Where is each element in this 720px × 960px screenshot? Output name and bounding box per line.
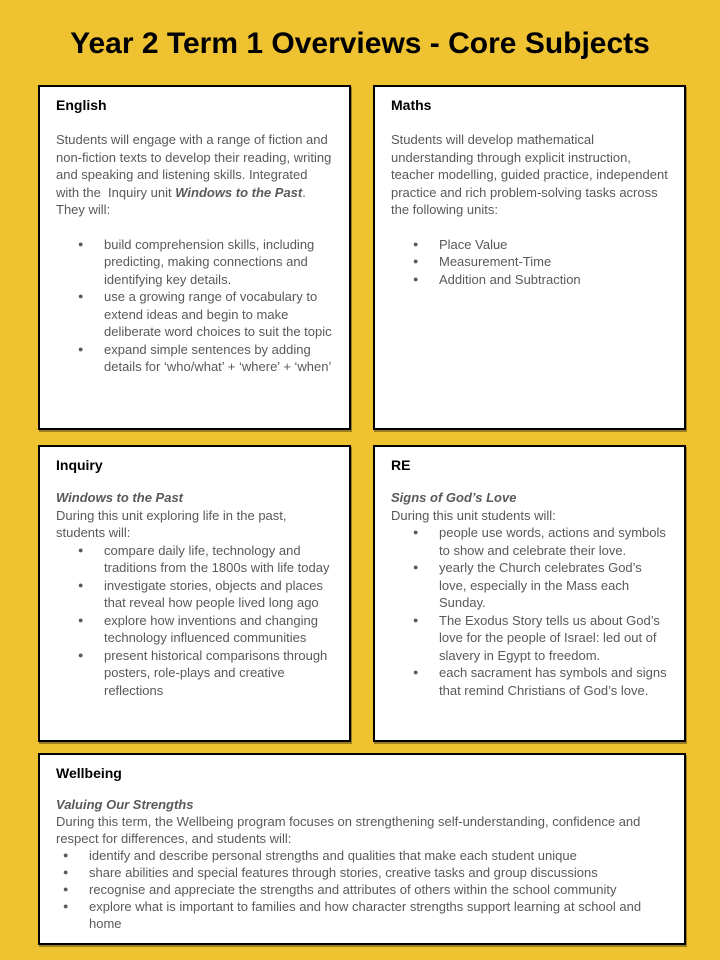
bullet-icon: ● <box>413 238 419 249</box>
list-item <box>413 271 668 289</box>
bullet-icon: ● <box>63 884 69 894</box>
bullet-text: people use words, actions and symbols to show and celebrate their love. <box>439 525 666 558</box>
bullet-text: build comprehension skills, including predicting, making connections and identifying key details. <box>104 236 315 287</box>
list-item <box>78 288 333 341</box>
list-item <box>78 647 333 700</box>
inquiry-bullet-list <box>56 542 333 700</box>
bullet-text: explore how inventions and changing technology influenced communities <box>104 612 318 645</box>
inquiry-box <box>38 445 351 742</box>
bullet-icon: ● <box>413 256 419 266</box>
bullet-icon: ● <box>63 867 69 877</box>
wellbeing-bullet-list <box>56 847 668 932</box>
list-item <box>413 253 668 271</box>
re-unit-title: Signs of God’s Love <box>391 490 517 505</box>
bullet-text: explore what is important to families and how character strengths support learning at school and home <box>89 899 642 931</box>
list-item <box>78 542 333 577</box>
list-item <box>63 864 668 881</box>
bullet-icon: ● <box>78 291 84 301</box>
bullet-icon: ● <box>78 544 84 555</box>
wellbeing-header: Wellbeing <box>56 765 122 781</box>
list-item <box>78 341 333 376</box>
bullet-text: Place Value <box>439 236 508 252</box>
bullet-text: yearly the Church celebrates God’s love, especially in the Mass each Sunday. <box>439 560 642 610</box>
re-bullet-list <box>391 524 668 699</box>
bullet-icon: ● <box>78 238 84 249</box>
maths-intro-paragraph: Students will develop mathematical understanding through explicit instruction, teacher modelling, guided practice, independent practice and rich problem-solving tasks across the following units: <box>391 132 668 217</box>
inquiry-header: Inquiry <box>56 457 103 473</box>
english-header: English <box>56 97 107 113</box>
re-box <box>373 445 686 742</box>
list-item <box>78 236 333 289</box>
bullet-icon: ● <box>78 579 84 590</box>
list-item <box>63 898 668 932</box>
inquiry-intro-paragraph: During this unit exploring life in the past, students will: <box>56 507 287 540</box>
bullet-icon: ● <box>413 614 419 625</box>
maths-bullet-list <box>391 236 668 289</box>
bullet-icon: ● <box>413 562 419 572</box>
list-item <box>413 524 668 559</box>
bullet-text: The Exodus Story tells us about God’s love for the people of Israel: led out of slavery in Egypt to freedom. <box>439 612 660 663</box>
bullet-text: use a growing range of vocabulary to extend ideas and begin to make deliberate word choices to suit the topic <box>104 289 332 339</box>
bullet-text: Measurement-Time <box>439 254 552 269</box>
bullet-icon: ● <box>413 527 419 537</box>
bullet-icon: ● <box>413 273 419 284</box>
list-item <box>413 612 668 665</box>
re-header: RE <box>391 457 411 473</box>
bullet-text: each sacrament has symbols and signs that remind Christians of God’s love. <box>439 665 667 698</box>
bullet-text: share abilities and special features through stories, creative tasks and group discussions <box>89 865 598 880</box>
list-item <box>63 847 668 864</box>
inquiry-unit-title: Windows to the Past <box>56 490 183 505</box>
bullet-text: Addition and Subtraction <box>439 271 581 287</box>
bullet-icon: ● <box>63 901 69 911</box>
page-title: Year 2 Term 1 Overviews - Core Subjects <box>70 27 650 60</box>
list-item <box>413 236 668 254</box>
bullet-text: investigate stories, objects and places that reveal how people lived long ago <box>104 577 323 610</box>
maths-header: Maths <box>391 97 432 113</box>
maths-box <box>373 85 686 430</box>
bullet-icon: ● <box>78 343 84 354</box>
bullet-icon: ● <box>413 667 419 677</box>
bullet-text: compare daily life, technology and traditions from the 1800s with life today <box>104 542 330 575</box>
bullet-text: present historical comparisons through posters, role-plays and creative reflections <box>104 647 328 698</box>
list-item <box>413 559 668 612</box>
bullet-icon: ● <box>63 850 69 860</box>
english-bullet-list <box>56 236 333 376</box>
re-intro-paragraph: During this unit students will: <box>391 507 556 523</box>
english-intro-paragraph <box>56 131 333 219</box>
list-item <box>78 612 333 647</box>
bullet-icon: ● <box>78 614 84 625</box>
bullet-text: expand simple sentences by adding details for ‘who/what’ + ‘where’ + ‘when’ <box>104 341 332 374</box>
english-unit-name: Windows to the Past <box>175 184 303 200</box>
wellbeing-box <box>38 753 686 945</box>
bullet-icon: ● <box>78 649 84 660</box>
wellbeing-unit-title: Valuing Our Strengths <box>56 797 194 812</box>
english-intro-text: Students will engage with a range of fiction and non-fiction texts to develop their reading, writing and speaking and listening skills. Integrated with the Inquiry unit <box>56 132 335 200</box>
bullet-text: recognise and appreciate the strengths and attributes of others within the school community <box>89 882 617 897</box>
english-intro-tail: . They will: <box>56 184 306 217</box>
list-item <box>413 664 668 699</box>
english-box <box>38 85 351 430</box>
bullet-text: identify and describe personal strengths and qualities that make each student unique <box>89 848 577 863</box>
list-item <box>78 577 333 612</box>
wellbeing-intro-paragraph: During this term, the Wellbeing program focuses on strengthening self-understanding, confidence and respect for differences, and students will: <box>56 814 641 846</box>
list-item <box>63 881 668 898</box>
